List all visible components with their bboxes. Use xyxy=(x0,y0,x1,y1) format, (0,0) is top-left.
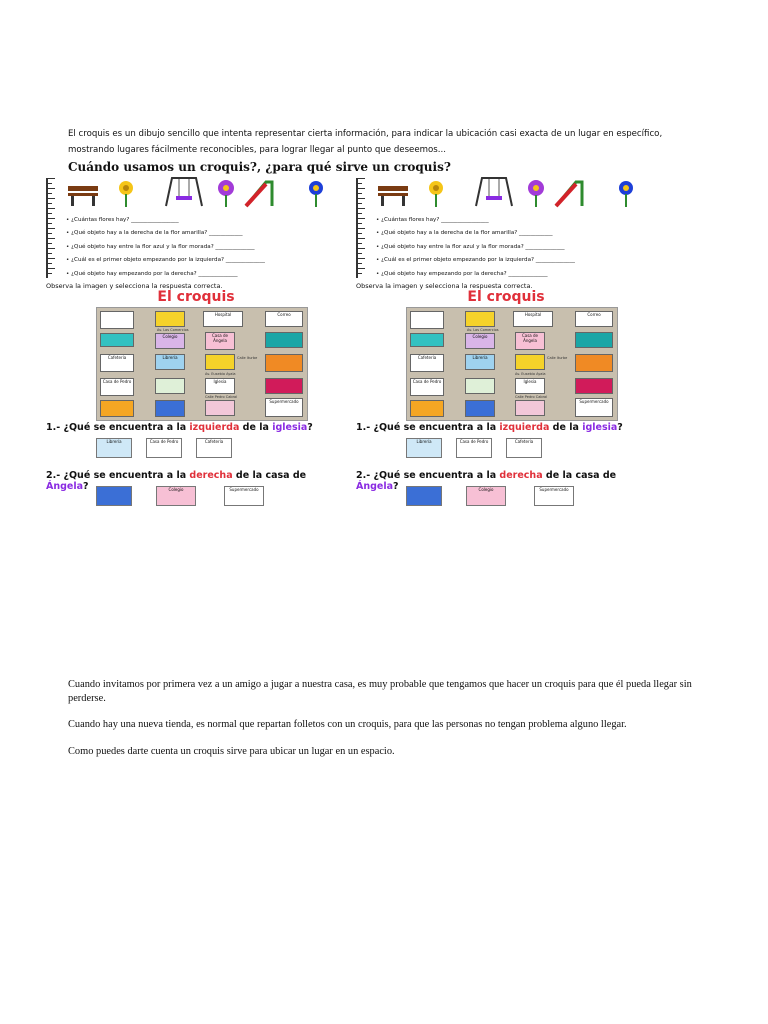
croquis-map xyxy=(96,307,308,421)
ruler-tick xyxy=(358,208,365,209)
green-block xyxy=(155,378,185,394)
street-label: Av. Eusebio Ayala xyxy=(515,372,546,376)
slide-icon xyxy=(246,182,272,206)
street-label: Av. Eusebio Ayala xyxy=(205,372,236,376)
paragraph-2: Cuando hay una nueva tienda, es normal que repartan folletos con un croquis, para que las personas no tengan problema alguno llegar. xyxy=(68,719,627,730)
question-item: • ¿Cuál es el primer objeto empezando por la izquierda? ______________ xyxy=(376,254,575,267)
question-1 xyxy=(46,422,313,433)
angela-house: Casa de Ángela xyxy=(205,332,235,350)
teal-block xyxy=(410,333,444,347)
q2-option-school[interactable]: Colegio xyxy=(156,486,196,506)
question-2 xyxy=(46,470,346,492)
ruler-tick xyxy=(358,203,362,204)
church-building: Iglesia xyxy=(515,378,545,394)
street-label: Calle Iturbe xyxy=(547,356,568,360)
purple-flower-icon xyxy=(218,180,234,207)
q2-option-school[interactable]: Colegio xyxy=(466,486,506,506)
cafeteria-building: Cafetería xyxy=(100,354,134,372)
ruler-tick xyxy=(48,223,52,224)
restaurant-icon xyxy=(265,378,303,394)
intro-line-2: mostrando lugares fácilmente reconocibles, para lograr llegar al punto que deseemos... xyxy=(68,145,446,155)
instruction-text: Observa la imagen y selecciona la respuesta correcta. xyxy=(46,282,223,290)
q2-suffix: ? xyxy=(83,481,89,492)
library-building: Librería xyxy=(155,354,185,370)
q1-option-library[interactable]: Librería xyxy=(96,438,132,458)
q1-suffix: ? xyxy=(307,422,313,433)
ruler-tick xyxy=(48,253,52,254)
atm-icon xyxy=(155,400,185,417)
ruler-tick xyxy=(358,253,362,254)
ruler-tick xyxy=(358,223,362,224)
yellow-block-2 xyxy=(515,354,545,370)
purple-flower-icon xyxy=(528,180,544,207)
ruler-icon xyxy=(356,178,366,278)
ruler-tick xyxy=(358,198,365,199)
hospital-building: Hospital xyxy=(513,311,553,327)
supermarket-building: Supermercado xyxy=(575,398,613,417)
q2-option-supermarket[interactable]: Supermercado xyxy=(534,486,574,506)
blue-flower-icon xyxy=(309,181,323,207)
q2-highlight-right: derecha xyxy=(189,470,233,481)
ruler-tick xyxy=(48,243,52,244)
teal-block-2 xyxy=(575,332,613,348)
school-building: Colegio xyxy=(465,333,495,349)
ruler-tick xyxy=(358,178,365,179)
intro-line-1: El croquis es un dibujo sencillo que intenta representar cierta información, para indicar la ubicación casi exacta de un lugar en específico, xyxy=(68,129,663,139)
ruler-tick xyxy=(358,218,365,219)
slide-icon xyxy=(556,182,582,206)
q2-option-atm[interactable] xyxy=(406,486,442,506)
library-building: Librería xyxy=(465,354,495,370)
ruler-tick xyxy=(48,263,52,264)
question-item: • ¿Qué objeto hay a la derecha de la flor amarilla? ____________ xyxy=(66,227,265,240)
swing-icon xyxy=(166,178,202,206)
pink-block xyxy=(515,400,545,416)
playground-objects xyxy=(66,176,346,208)
teal-block-2 xyxy=(265,332,303,348)
m-store-icon xyxy=(575,354,613,372)
hospital-building: Hospital xyxy=(203,311,243,327)
q2-text-mid: de la casa de xyxy=(232,470,307,481)
yellow-flower-icon xyxy=(429,181,443,207)
q2-text: 2.- ¿Qué se encuentra a la xyxy=(46,470,190,481)
ruler-tick xyxy=(358,228,365,229)
green-block xyxy=(465,378,495,394)
ruler-tick xyxy=(358,183,362,184)
ruler-tick xyxy=(358,248,365,249)
map-title: El croquis xyxy=(467,289,545,305)
ruler-tick xyxy=(48,198,55,199)
q2-suffix: ? xyxy=(393,481,399,492)
q2-highlight-angela: Ángela xyxy=(46,481,84,492)
ruler-tick xyxy=(48,233,52,234)
yellow-block xyxy=(465,311,495,327)
mail-icon: Correo xyxy=(265,311,303,327)
question-1 xyxy=(356,422,623,433)
q2-highlight-right: derecha xyxy=(499,470,543,481)
q2-text-mid: de la casa de xyxy=(542,470,617,481)
ruler-tick xyxy=(48,178,55,179)
question-item: • ¿Qué objeto hay entre la flor azul y la flor morada? ______________ xyxy=(376,241,575,254)
ruler-tick xyxy=(358,268,365,269)
house-icon xyxy=(410,311,444,329)
q1-option-pedro-house[interactable]: Casa de Pedro xyxy=(456,438,492,458)
q1-text-mid: de la xyxy=(549,422,583,433)
ruler-tick xyxy=(48,203,52,204)
q2-highlight-angela: Ángela xyxy=(356,481,394,492)
question-2 xyxy=(356,470,656,492)
m-store-icon xyxy=(265,354,303,372)
section-heading: Cuándo usamos un croquis?, ¿para qué sirve un croquis? xyxy=(68,160,451,174)
ruler-tick xyxy=(48,248,55,249)
ruler-tick xyxy=(48,188,55,189)
street-label: Calle Pedro Cabral xyxy=(205,395,238,399)
question-item: • ¿Qué objeto hay a la derecha de la flor amarilla? ____________ xyxy=(376,227,575,240)
ruler-tick xyxy=(358,263,362,264)
paragraph-3: Como puedes darte cuenta un croquis sirve para ubicar un lugar en un espacio. xyxy=(68,746,395,757)
q2-text: 2.- ¿Qué se encuentra a la xyxy=(356,470,500,481)
ruler-tick xyxy=(358,213,362,214)
yellow-block-2 xyxy=(205,354,235,370)
ruler-tick xyxy=(48,258,55,259)
ruler-tick xyxy=(358,193,362,194)
q2-option-atm[interactable] xyxy=(96,486,132,506)
worksheet-image-right xyxy=(356,172,656,512)
q1-highlight-church: iglesia xyxy=(582,422,618,433)
question-item: • ¿Qué objeto hay entre la flor azul y la flor morada? ______________ xyxy=(66,241,265,254)
question-item: • ¿Qué objeto hay empezando por la derecha? ______________ xyxy=(66,268,265,281)
ruler-icon xyxy=(46,178,56,278)
question-item: • ¿Cuántas flores hay? _________________ xyxy=(66,214,265,227)
restaurant-icon xyxy=(575,378,613,394)
cafeteria-building: Cafetería xyxy=(410,354,444,372)
angela-house: Casa de Ángela xyxy=(515,332,545,350)
question-list xyxy=(66,214,265,281)
teal-block xyxy=(100,333,134,347)
q1-text: 1.- ¿Qué se encuentra a la xyxy=(356,422,500,433)
q1-text-mid: de la xyxy=(239,422,273,433)
ruler-tick xyxy=(48,193,52,194)
q1-suffix: ? xyxy=(617,422,623,433)
question-item: • ¿Cuántas flores hay? _________________ xyxy=(376,214,575,227)
church-building: Iglesia xyxy=(205,378,235,394)
ruler-tick xyxy=(48,273,52,274)
croquis-map xyxy=(406,307,618,421)
worksheet-image-left xyxy=(46,172,346,512)
q1-option-pedro-house[interactable]: Casa de Pedro xyxy=(146,438,182,458)
q1-option-library[interactable]: Librería xyxy=(406,438,442,458)
yellow-block xyxy=(155,311,185,327)
question-item: • ¿Qué objeto hay empezando por la derecha? ______________ xyxy=(376,268,575,281)
ruler-tick xyxy=(48,228,55,229)
ruler-tick xyxy=(48,238,55,239)
question-item: • ¿Cuál es el primer objeto empezando por la izquierda? ______________ xyxy=(66,254,265,267)
playground-objects xyxy=(376,176,656,208)
supermarket-building: Supermercado xyxy=(265,398,303,417)
paragraph-1: Cuando invitamos por primera vez a un amigo a jugar a nuestra casa, es muy probable que tengamos que hacer un croquis para que él pueda llegar sin perderse. xyxy=(68,679,692,704)
pink-block xyxy=(205,400,235,416)
map-title: El croquis xyxy=(157,289,235,305)
ruler-tick xyxy=(358,258,365,259)
mail-icon: Correo xyxy=(575,311,613,327)
intro-text xyxy=(68,126,708,158)
yellow-flower-icon xyxy=(119,181,133,207)
q1-option-cafeteria[interactable]: Cafetería xyxy=(196,438,232,458)
street-label: Av. Los Comercios xyxy=(157,328,189,332)
question-list xyxy=(376,214,575,281)
pedro-house: Casa de Pedro xyxy=(410,378,444,396)
bench-icon xyxy=(378,186,408,206)
ruler-tick xyxy=(358,238,365,239)
ruler-tick xyxy=(358,188,365,189)
pedro-house: Casa de Pedro xyxy=(100,378,134,396)
ruler-tick xyxy=(48,183,52,184)
ruler-tick xyxy=(358,243,362,244)
q2-option-supermarket[interactable]: Supermercado xyxy=(224,486,264,506)
ruler-tick xyxy=(48,218,55,219)
bench-icon xyxy=(68,186,98,206)
blue-flower-icon xyxy=(619,181,633,207)
swing-icon xyxy=(476,178,512,206)
ruler-tick xyxy=(48,268,55,269)
ruler-tick xyxy=(48,208,55,209)
q1-text: 1.- ¿Qué se encuentra a la xyxy=(46,422,190,433)
ruler-tick xyxy=(358,233,362,234)
q1-option-cafeteria[interactable]: Cafetería xyxy=(506,438,542,458)
street-label: Calle Pedro Cabral xyxy=(515,395,548,399)
q1-highlight-left: izquierda xyxy=(499,422,550,433)
orange-block xyxy=(100,400,134,417)
ruler-tick xyxy=(358,273,362,274)
atm-icon xyxy=(465,400,495,417)
street-label: Av. Los Comercios xyxy=(467,328,499,332)
house-icon xyxy=(100,311,134,329)
ruler-tick xyxy=(48,213,52,214)
school-building: Colegio xyxy=(155,333,185,349)
instruction-text: Observa la imagen y selecciona la respuesta correcta. xyxy=(356,282,533,290)
street-label: Calle Iturbe xyxy=(237,356,258,360)
orange-block xyxy=(410,400,444,417)
q1-highlight-left: izquierda xyxy=(189,422,240,433)
q1-highlight-church: iglesia xyxy=(272,422,308,433)
